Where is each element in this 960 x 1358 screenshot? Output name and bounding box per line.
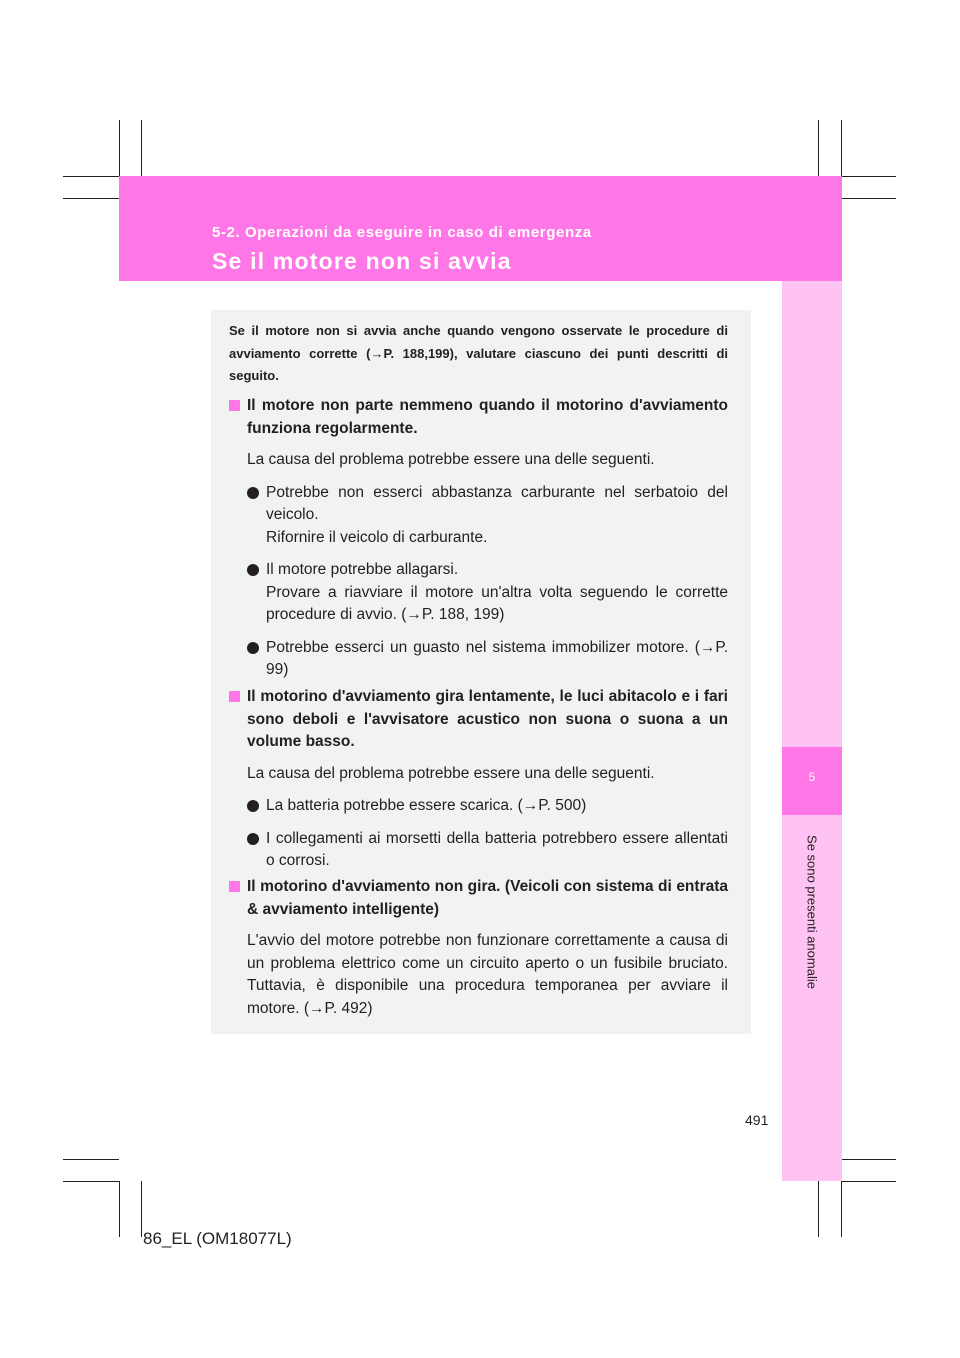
crop-mark bbox=[119, 1181, 120, 1237]
list-item: Potrebbe non esserci abbastanza carburante nel serbatoio del veicolo. Rifornire il veicolo di carburante. bbox=[229, 482, 728, 550]
crop-mark bbox=[141, 1181, 142, 1237]
section-heading: Il motorino d'avviamento non gira. (Veicoli con sistema di entrata & avviamento intelligente) bbox=[229, 876, 728, 921]
intro-text: Se il motore non si avvia anche quando vengono osservate le procedure di avviamento corrette (→P. 188,199), valutare ciascuno dei punti descritti di seguito. bbox=[229, 323, 728, 383]
chapter-title: Se sono presenti anomalie bbox=[804, 835, 820, 989]
bullet-icon bbox=[247, 800, 259, 812]
section-1 bbox=[229, 395, 728, 682]
section-2 bbox=[229, 686, 728, 873]
crop-mark bbox=[63, 176, 119, 177]
list-item: I collegamenti ai morsetti della batteria potrebbero essere allentati o corrosi. bbox=[229, 828, 728, 873]
bullet-icon bbox=[247, 833, 259, 845]
list-item: Il motore potrebbe allagarsi. Provare a riavviare il motore un'altra volta seguendo le corrette procedure di avvio. (→P. 188, 199) bbox=[229, 559, 728, 627]
crop-mark bbox=[818, 1181, 819, 1237]
crop-mark bbox=[842, 176, 896, 177]
square-bullet-icon bbox=[229, 400, 240, 411]
square-bullet-icon bbox=[229, 881, 240, 892]
crop-mark bbox=[842, 1159, 896, 1160]
crop-mark bbox=[119, 120, 120, 176]
crop-mark bbox=[841, 1181, 842, 1237]
crop-mark bbox=[141, 120, 142, 176]
section-title: 5-2. Operazioni da eseguire in caso di emergenza bbox=[212, 224, 592, 241]
document-code: 86_EL (OM18077L) bbox=[143, 1229, 292, 1248]
bullet-icon bbox=[247, 487, 259, 499]
crop-mark bbox=[841, 120, 842, 176]
chapter-number: 5 bbox=[808, 770, 816, 784]
section-description: La causa del problema potrebbe essere una delle seguenti. bbox=[247, 764, 655, 782]
page-number: 491 bbox=[745, 1112, 769, 1128]
crop-mark bbox=[63, 1181, 119, 1182]
crop-mark bbox=[842, 1181, 896, 1182]
section-heading: Il motorino d'avviamento gira lentamente, le luci abitacolo e i fari sono deboli e l'avvisatore acustico non suona o suona a un volume basso. bbox=[229, 686, 728, 754]
content-panel bbox=[211, 310, 751, 1034]
section-description: La causa del problema potrebbe essere una delle seguenti. bbox=[247, 451, 655, 468]
page-title: Se il motore non si avvia bbox=[212, 248, 512, 274]
chapter-header bbox=[119, 176, 842, 281]
bullet-icon bbox=[247, 564, 259, 576]
crop-mark bbox=[818, 120, 819, 176]
section-3 bbox=[229, 876, 728, 1020]
crop-mark bbox=[63, 198, 119, 199]
crop-mark bbox=[842, 198, 896, 199]
square-bullet-icon bbox=[229, 691, 240, 702]
list-item: Potrebbe esserci un guasto nel sistema immobilizer motore. (→P. 99) bbox=[229, 637, 728, 682]
crop-mark bbox=[63, 1159, 119, 1160]
list-item: La batteria potrebbe essere scarica. (→P. 500) bbox=[229, 795, 728, 818]
section-description: L'avvio del motore potrebbe non funzionare correttamente a causa di un problema elettrico come un circuito aperto o un fusibile bruciato. Tuttavia, è disponibile una procedura temporanea per avviare il motore. (→P. 492) bbox=[247, 932, 728, 1017]
section-heading: Il motore non parte nemmeno quando il motorino d'avviamento funziona regolarmente. bbox=[229, 395, 728, 440]
bullet-icon bbox=[247, 642, 259, 654]
chapter-tab-strip bbox=[782, 281, 842, 1181]
